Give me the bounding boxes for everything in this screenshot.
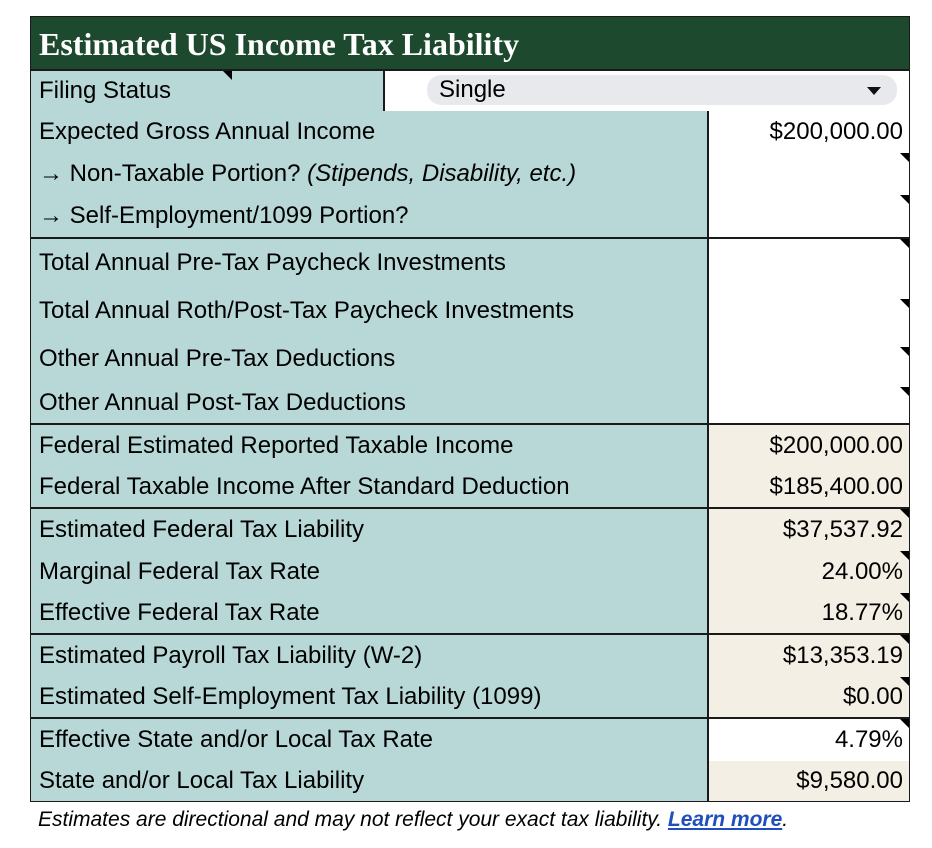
filing-status-select[interactable] — [427, 75, 897, 105]
federal-row — [31, 509, 909, 551]
deduction-label: Total Annual Pre-Tax Paycheck Investments — [31, 239, 709, 287]
footer-end: . — [782, 808, 789, 831]
comment-indicator-icon — [900, 239, 909, 248]
payroll-label: Estimated Self-Employment Tax Liability (1099) — [31, 677, 709, 717]
comment-indicator-icon — [900, 551, 909, 560]
learn-more-link[interactable]: Learn more — [667, 808, 783, 831]
federal-row — [31, 593, 909, 633]
comment-indicator-icon — [900, 153, 909, 162]
chevron-down-icon[interactable] — [867, 87, 881, 95]
deduction-row — [31, 335, 909, 383]
state-row — [31, 719, 909, 761]
payroll-value: $0.00 — [709, 677, 909, 717]
non-taxable-label — [31, 153, 709, 195]
payroll-label: Estimated Payroll Tax Liability (W-2) — [31, 635, 709, 677]
non-taxable-note: (Stipends, Disability, etc.) — [307, 160, 577, 187]
taxable-label: Federal Estimated Reported Taxable Income — [31, 425, 709, 467]
comment-indicator-icon — [900, 719, 909, 728]
payroll-row — [31, 635, 909, 677]
taxable-label: Federal Taxable Income After Standard Deduction — [31, 467, 709, 507]
gross-income-label: Expected Gross Annual Income — [31, 111, 709, 153]
deduction-label: Other Annual Post-Tax Deductions — [31, 383, 709, 423]
payroll-value: $13,353.19 — [709, 635, 909, 677]
pretax-investments-input[interactable] — [709, 239, 909, 287]
comment-indicator-icon — [900, 677, 909, 686]
non-taxable-prefix: → Non-Taxable Portion? — [39, 160, 308, 187]
payroll-row — [31, 677, 909, 717]
tax-calculator-table — [30, 16, 910, 802]
filing-status-row — [31, 71, 909, 111]
state-value: $9,580.00 — [709, 761, 909, 801]
federal-label: Estimated Federal Tax Liability — [31, 509, 709, 551]
federal-label: Marginal Federal Tax Rate — [31, 551, 709, 593]
filing-status-value: Single — [439, 76, 506, 103]
state-label: Effective State and/or Local Tax Rate — [31, 719, 709, 761]
taxable-value: $200,000.00 — [709, 425, 909, 467]
federal-label: Effective Federal Tax Rate — [31, 593, 709, 633]
state-rate-input[interactable]: 4.79% — [709, 719, 909, 761]
comment-indicator-icon — [900, 635, 909, 644]
federal-value: $37,537.92 — [709, 509, 909, 551]
non-taxable-row — [31, 153, 909, 195]
footer-text: Estimates are directional and may not reflect your exact tax liability. — [38, 808, 668, 831]
gross-income-input[interactable]: $200,000.00 — [709, 111, 909, 153]
self-employment-label: → Self-Employment/1099 Portion? — [31, 195, 709, 237]
taxable-row — [31, 467, 909, 507]
comment-indicator-icon — [900, 387, 909, 396]
comment-indicator-icon — [900, 195, 909, 204]
divider — [383, 71, 385, 111]
state-row — [31, 761, 909, 801]
self-employment-row — [31, 195, 909, 237]
taxable-value: $185,400.00 — [709, 467, 909, 507]
federal-value: 24.00% — [709, 551, 909, 593]
gross-income-row — [31, 111, 909, 153]
deduction-row — [31, 383, 909, 423]
table-title: Estimated US Income Tax Liability — [31, 17, 909, 71]
state-label: State and/or Local Tax Liability — [31, 761, 709, 801]
comment-indicator-icon — [900, 593, 909, 602]
deduction-label: Other Annual Pre-Tax Deductions — [31, 335, 709, 383]
roth-investments-input[interactable] — [709, 287, 909, 335]
footer-note — [38, 808, 788, 832]
filing-status-dropdown[interactable] — [409, 71, 903, 107]
taxable-row — [31, 425, 909, 467]
pretax-deductions-input[interactable] — [709, 335, 909, 383]
non-taxable-input[interactable] — [709, 153, 909, 195]
deduction-row — [31, 287, 909, 335]
comment-indicator-icon — [223, 71, 232, 80]
self-employment-input[interactable] — [709, 195, 909, 237]
deduction-label: Total Annual Roth/Post-Tax Paycheck Investments — [31, 287, 709, 335]
comment-indicator-icon — [900, 299, 909, 308]
federal-value: 18.77% — [709, 593, 909, 633]
deduction-row — [31, 239, 909, 287]
comment-indicator-icon — [900, 347, 909, 356]
comment-indicator-icon — [900, 509, 909, 518]
posttax-deductions-input[interactable] — [709, 383, 909, 423]
filing-status-label: Filing Status — [31, 71, 383, 111]
federal-row — [31, 551, 909, 593]
